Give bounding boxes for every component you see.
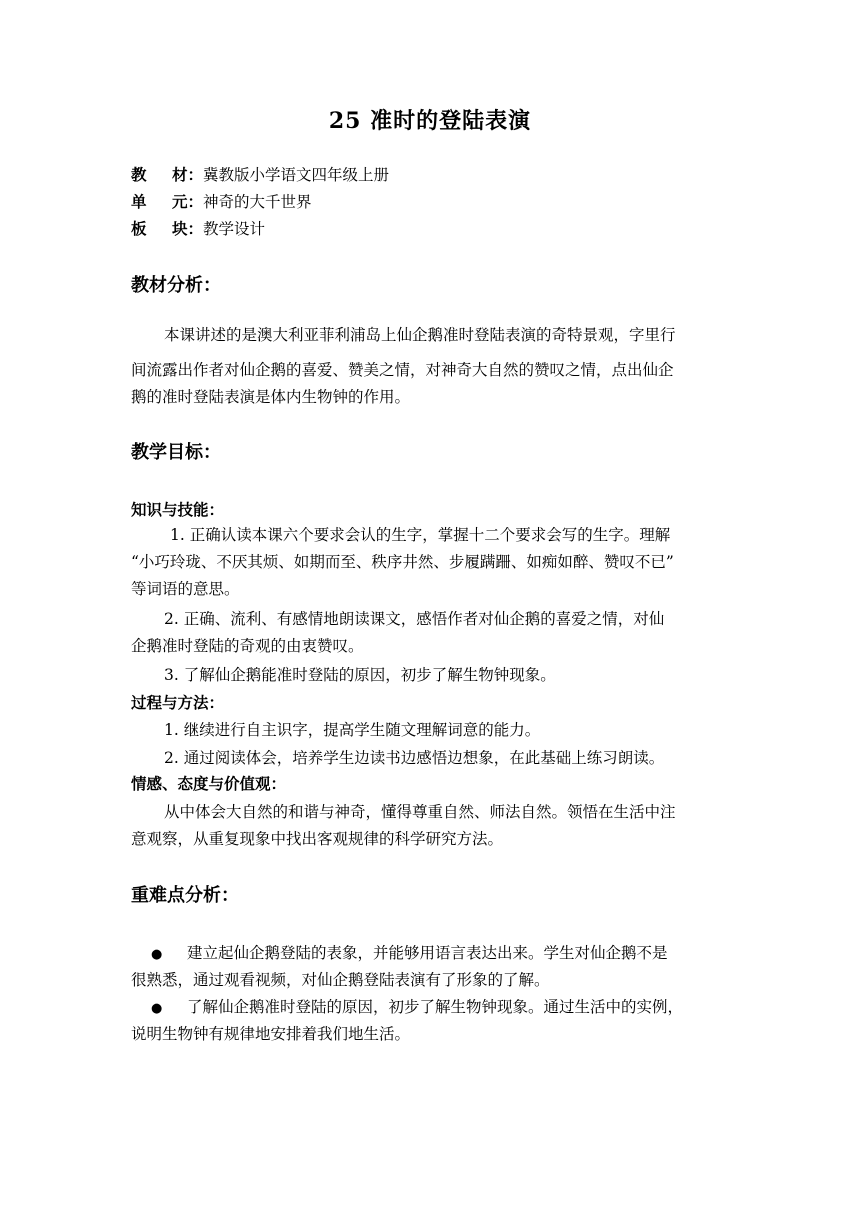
document-title: 25 准时的登陆表演 xyxy=(328,108,532,134)
meta-label-3a: 板 xyxy=(131,219,147,238)
emotion-line-1: 从中体会大自然的和谐与神奇，懂得尊重自然、师法自然。领悟在生活中注 xyxy=(164,803,676,821)
meta-section xyxy=(131,219,265,239)
goals-heading: 教学目标： xyxy=(131,442,221,463)
keypoints-heading: 重难点分析： xyxy=(131,885,239,906)
process-heading: 过程与方法： xyxy=(131,693,225,712)
analysis-heading: 教材分析： xyxy=(131,275,221,296)
analysis-line-1: 本课讲述的是澳大利亚菲利浦岛上仙企鹅准时登陆表演的奇特景观，字里行 xyxy=(164,326,676,344)
analysis-line-2: 间流露出作者对仙企鹅的喜爱、赞美之情，对神奇大自然的赞叹之情，点出仙企 xyxy=(131,361,674,379)
meta-value-section: 教学设计 xyxy=(203,220,266,238)
process-line-2: 2. 通过阅读体会，培养学生边读书边感悟边想象，在此基础上练习朗读。 xyxy=(164,749,665,767)
meta-value-textbook: 冀教版小学语文四年级上册 xyxy=(203,166,390,184)
knowledge-line-3: 等词语的意思。 xyxy=(131,580,240,598)
meta-unit xyxy=(131,192,312,212)
emotion-heading: 情感、态度与价值观： xyxy=(131,774,287,793)
knowledge-heading: 知识与技能： xyxy=(131,500,225,519)
knowledge-line-5: 企鹅准时登陆的奇观的由衷赞叹。 xyxy=(131,637,364,655)
keypoint-2 xyxy=(151,997,683,1019)
emotion-line-2: 意观察，从重复现象中找出客观规律的科学研究方法。 xyxy=(131,830,504,848)
keypoint-1 xyxy=(151,943,668,965)
analysis-line-3: 鹅的准时登陆表演是体内生物钟的作用。 xyxy=(131,388,411,406)
meta-label-1a: 教 xyxy=(131,165,147,184)
meta-label-3b: 块： xyxy=(172,219,204,238)
meta-label-2b: 元： xyxy=(172,192,204,211)
process-line-1: 1. 继续进行自主识字，提高学生随文理解词意的能力。 xyxy=(164,721,541,739)
knowledge-line-6: 3. 了解仙企鹅能准时登陆的原因，初步了解生物钟现象。 xyxy=(164,666,556,684)
knowledge-line-1: 1. 正确认读本课六个要求会认的生字，掌握十二个要求会写的生字。理解 xyxy=(170,526,671,544)
bullet-icon: ● xyxy=(151,947,163,962)
meta-textbook xyxy=(131,165,389,185)
bullet-icon: ● xyxy=(151,1001,163,1016)
meta-label-1b: 材： xyxy=(172,165,204,184)
keypoint-2-line-2: 说明生物钟有规律地安排着我们地生活。 xyxy=(131,1025,411,1043)
keypoint-1-line-1: 建立起仙企鹅登陆的表象，并能够用语言表达出来。学生对仙企鹅不是 xyxy=(187,944,668,962)
knowledge-line-2: “小巧玲珑、不厌其烦、如期而至、秩序井然、步履蹒跚、如痴如醉、赞叹不已” xyxy=(131,553,674,571)
keypoint-1-line-2: 很熟悉，通过观看视频，对仙企鹅登陆表演有了形象的了解。 xyxy=(131,971,550,989)
knowledge-line-4: 2. 正确、流利、有感情地朗读课文，感悟作者对仙企鹅的喜爱之情，对仙 xyxy=(164,610,665,628)
meta-label-2a: 单 xyxy=(131,192,147,211)
keypoint-2-line-1: 了解仙企鹅准时登陆的原因，初步了解生物钟现象。通过生活中的实例， xyxy=(187,998,684,1016)
meta-value-unit: 神奇的大千世界 xyxy=(203,193,312,211)
